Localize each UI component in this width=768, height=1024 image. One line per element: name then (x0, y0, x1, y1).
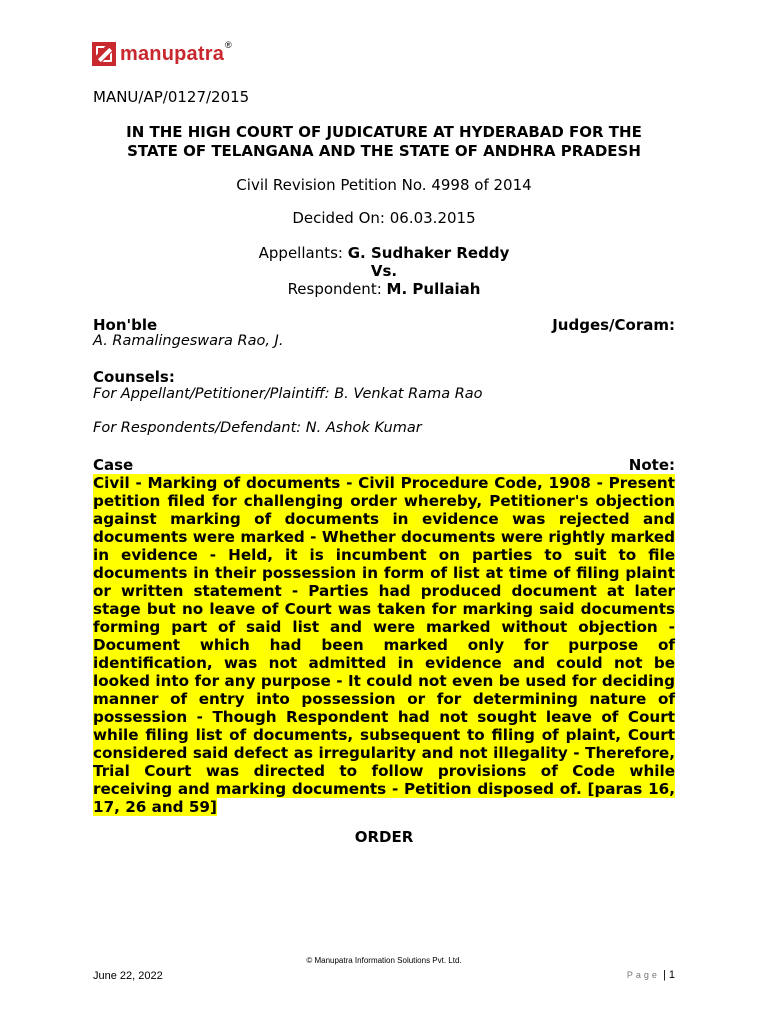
footer-copyright: © Manupatra Information Solutions Pvt. Ltd. (306, 956, 462, 965)
case-note-label-right: Note: (628, 456, 675, 474)
manupatra-logo (92, 42, 232, 66)
page-number: 1 (668, 969, 675, 981)
registered-mark: ® (225, 40, 232, 50)
case-note-label-left: Case (93, 456, 134, 474)
citation: MANU/AP/0127/2015 (93, 88, 250, 106)
page-word: Page (626, 970, 660, 980)
footer-date: June 22, 2022 (93, 970, 163, 982)
counsel-respondent: For Respondents/Defendant: N. Ashok Kumar (93, 420, 422, 436)
respondent-line (93, 280, 675, 298)
judges-label-left: Hon'ble (93, 316, 158, 334)
case-number: Civil Revision Petition No. 4998 of 2014 (236, 176, 532, 194)
appellants-line (93, 244, 675, 262)
judges-names: A. Ramalingeswara Rao, J. (93, 333, 284, 349)
versus: Vs. (370, 262, 398, 280)
judges-heading (93, 316, 675, 334)
footer-page (627, 969, 675, 981)
order-heading: ORDER (354, 828, 414, 846)
respondent-name: M. Pullaiah (386, 280, 481, 298)
manupatra-logo-icon (92, 42, 116, 66)
case-note-text (93, 474, 675, 816)
court-name (93, 123, 675, 161)
appellants-label: Appellants: (258, 244, 343, 262)
decided-on: Decided On: 06.03.2015 (292, 209, 476, 227)
court-line-2: STATE OF TELANGANA AND THE STATE OF ANDHRA PRADESH (127, 142, 641, 160)
counsel-appellant: For Appellant/Petitioner/Plaintiff: B. Venkat Rama Rao (93, 386, 483, 402)
appellants-name: G. Sudhaker Reddy (347, 244, 510, 262)
brand-name: manupatra (120, 42, 225, 65)
counsels-heading: Counsels: (93, 368, 175, 386)
page-separator: | (662, 969, 666, 981)
judges-label-right: Judges/Coram: (552, 316, 675, 334)
respondent-label: Respondent: (287, 280, 382, 298)
case-note-heading (93, 456, 675, 474)
court-line-1: IN THE HIGH COURT OF JUDICATURE AT HYDERABAD FOR THE (126, 123, 642, 141)
case-note-highlight: Civil - Marking of documents - Civil Procedure Code, 1908 - Present petition filed for challenging order whereby, Petitioner's objection against marking of documents in evidence was rejected and documents were marked - Whether documents were rightly marked in evidence - Held, it is incumbent on parties to suit to file documents in their possession in form of list at time of filing plaint or written statement - Parties had produced document at later stage but no leave of Court was taken for marking said documents forming part of said list and were marked without objection - Document which had been marked only for purpose of identification, was not admitted in evidence and could not be looked into for any purpose - It could not even be used for deciding manner of entry into possession or for determining nature of possession - Though Respondent had not sought leave of Court while filing list of documents, subsequent to filing of plaint, Court considered said defect as irregularity and not illegality - Therefore, Trial Court was directed to follow provisions of Code while receiving and marking documents - Petition disposed of. [paras 16, 17, 26 and 59] (93, 474, 675, 816)
